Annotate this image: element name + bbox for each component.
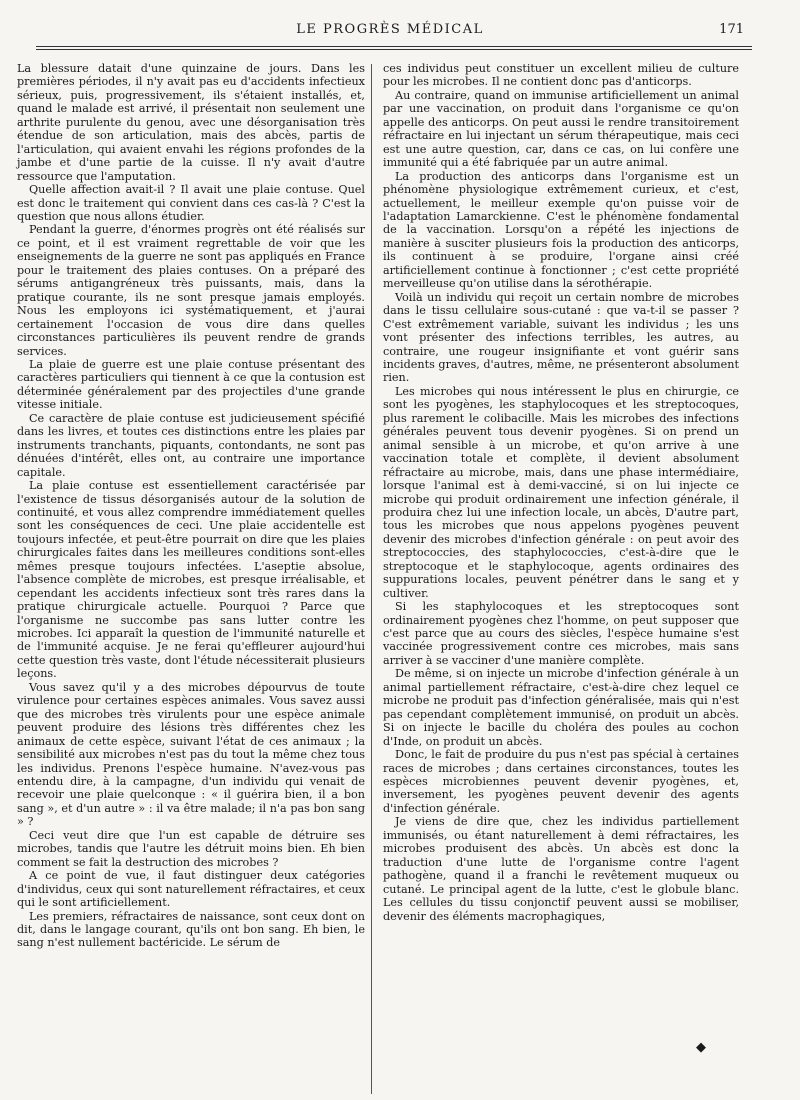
paragraph: Ce caractère de plaie contuse est judicieusement spécifié dans les livres, et toutes ces distinctions entre les plaies par instruments tranchants, piquants, contondants, ne sont pas dénuées d'intérêt, elles ont, au contraire une importance capitale. bbox=[17, 411, 365, 479]
paragraph: Pendant la guerre, d'énormes progrès ont été réalisés sur ce point, et il est vraiment regrettable de voir que les enseignements de la guerre ne sont pas appliqués en France pour le traitement des plaies contuses. On a préparé des sérums antigangréneux très puissants, mais, dans la pratique courante, ils ne sont presque jamais employés. Nous les employons ici systématiquement, et j'aurai certainement l'occasion de vous dire dans quelles circonstances particulières ils peuvent rendre de grands services. bbox=[17, 223, 365, 358]
paragraph: Ceci veut dire que l'un est capable de détruire ses microbes, tandis que l'autre les détruit moins bien. Eh bien comment se fait la destruction des microbes ? bbox=[17, 828, 365, 869]
paragraph: Quelle affection avait-il ? Il avait une plaie contuse. Quel est donc le traitement qui convient dans ces cas-là ? C'est la question que nous allons étudier. bbox=[17, 183, 365, 223]
left-column bbox=[17, 62, 365, 950]
paragraph: Les premiers, réfractaires de naissance, sont ceux dont on dit, dans le langage courant, qu'ils ont bon sang. Eh bien, le sang n'est nullement bactéricide. Le sérum de bbox=[17, 909, 365, 950]
paragraph: Donc, le fait de produire du pus n'est pas spécial à certaines races de microbes ; dans certaines circonstances, toutes les espèces microbiennes peuvent devenir pyogènes, et, inversement, les pyogènes peuvent devenir des agents d'infection générale. bbox=[383, 748, 739, 815]
page-number: 171 bbox=[719, 22, 744, 37]
header-rule-double bbox=[36, 49, 752, 50]
paragraph: La plaie contuse est essentiellement caractérisée par l'existence de tissus désorganisés autour de la solution de continuité, et vous allez comprendre immédiatement quelles sont les conséquences de ceci. Une plaie accidentelle est toujours infectée, et peut-être pourrait on dire que les plaies chirurgicales faites dans les meilleures conditions sont-elles mêmes presque toujours infectées. L'aseptie absolue, l'absence complète de microbes, est presque irréalisable, et cependant les accidents infectieux sont très rares dans la pratique chirurgicale actuelle. Pourquoi ? Parce que l'organisme ne succombe pas sans lutter contre les microbes. Ici apparaît la question de l'immunité naturelle et de l'immunité acquise. Je ne ferai qu'effleurer aujourd'hui cette question très vaste, dont l'étude nécessiterait plusieurs leçons. bbox=[17, 479, 365, 681]
paragraph: La blessure datait d'une quinzaine de jours. Dans les premières périodes, il n'y avait pas eu d'accidents infectieux sérieux, puis, progressivement, ils s'étaient installés, et, quand le malade est arrivé, il présentait non seulement une arthrite purulente du genou, avec une désorganisation très étendue de son articulation, mais des abcès, partis de l'articulation, qui avaient envahi les régions profondes de la jambe et d'une partie de la cuisse. Il n'y avait d'autre ressource que l'amputation. bbox=[17, 62, 365, 183]
paragraph: ces individus peut constituer un excellent milieu de culture pour les microbes. Il ne contient donc pas d'anticorps. bbox=[383, 62, 739, 89]
paragraph: Les microbes qui nous intéressent le plus en chirurgie, ce sont les pyogènes, les staphylocoques et les streptocoques, plus rarement le colibacille. Mais les microbes des infections générales peuvent tous devenir pyogènes. Si on prend un animal sensible à un microbe, et qu'on arrive à une vaccination totale et complète, il devient absolument réfractaire au microbe, mais, dans une phase intermédiaire, lorsque l'animal est à demi-vacciné, si on lui injecte ce microbe qui produit ordinairement une infection générale, il produira chez lui une infection locale, un abcès, D'autre part, tous les microbes que nous appelons pyogènes peuvent devenir des microbes d'infection générale : on peut avoir des streptococcies, des staphylococcies, c'est-à-dire que le streptocoque et le staphylocoque, agents ordinaires des suppurations locales, peuvent pénétrer dans le sang et y cultiver. bbox=[383, 384, 739, 600]
paragraph: La plaie de guerre est une plaie contuse présentant des caractères particuliers qui tiennent à ce que la contusion est déterminée généralement par des projectiles d'une grande vitesse initiale. bbox=[17, 357, 365, 412]
page-header bbox=[36, 22, 744, 44]
paragraph: De même, si on injecte un microbe d'infection générale à un animal partiellement réfractaire, c'est-à-dire chez lequel ce microbe ne produit pas d'infection généralisée, mais qui n'est pas cependant complètement immunisé, on produit un abcès. Si on injecte le bacille du choléra des poules au cochon d'Inde, on produit un abcès. bbox=[383, 667, 739, 748]
paragraph: Je viens de dire que, chez les individus partiellement immunisés, ou étant naturellement à demi réfractaires, les microbes produisent des abcès. Un abcès est donc la traduction d'une lutte de l'organisme contre l'agent pathogène, quand il a franchi le revêtement muqueux ou cutané. Le principal agent de la lutte, c'est le globule blanc. Les cellules du tissu conjonctif peuvent aussi se mobiliser, devenir des éléments macrophagiques, bbox=[383, 815, 739, 923]
column-divider bbox=[371, 64, 372, 1094]
end-ornament-icon: ◆ bbox=[696, 1040, 706, 1055]
header-rule bbox=[36, 46, 752, 47]
right-column bbox=[383, 62, 739, 923]
paragraph: Si les staphylocoques et les streptocoques sont ordinairement pyogènes chez l'homme, on peut supposer que c'est parce que au cours des siècles, l'espèce humaine s'est vaccinée progressivement contre ces microbes, mais sans arriver à se vacciner d'une manière complète. bbox=[383, 600, 739, 667]
paragraph: Au contraire, quand on immunise artificiellement un animal par une vaccination, on produit dans l'organisme ce qu'on appelle des anticorps. On peut aussi le rendre transitoirement réfractaire en lui injectant un sérum thérapeutique, mais ceci est une autre question, car, dans ce cas, on lui confère une immunité qui a été fabriquée par un autre animal. bbox=[383, 88, 739, 170]
paragraph: Vous savez qu'il y a des microbes dépourvus de toute virulence pour certaines espèces animales. Vous savez aussi que des microbes très virulents pour une espèce animale peuvent produire des lésions très différentes chez les animaux de cette espèce, suivant l'état de ces animaux ; la sensibilité aux microbes n'est pas du tout la même chez tous les individus. Prenons l'espèce humaine. N'avez-vous pas entendu dire, à la campagne, d'un individu qui venait de recevoir une plaie quelconque : « il guérira bien, il a bon sang », et d'un autre » : il va être malade; il n'a pas bon sang » ? bbox=[17, 680, 365, 829]
paragraph: Voilà un individu qui reçoit un certain nombre de microbes dans le tissu cellulaire sous-cutané : que va-t-il se passer ? C'est extrêmement variable, suivant les individus ; les uns vont présenter des infections terribles, les autres, au contraire, une rougeur insignifiante et vont guérir sans incidents graves, d'autres, même, ne présenteront absolument rien. bbox=[383, 290, 739, 385]
journal-title: LE PROGRÈS MÉDICAL bbox=[296, 22, 484, 37]
paragraph: La production des anticorps dans l'organisme est un phénomène physiologique extrêmement curieux, et c'est, actuellement, le meilleur exemple qu'on puisse voir de l'adaptation Lamarckienne. C'est le phénomène fondamental de la vaccination. Lorsqu'on a répété les injections de manière à susciter plusieurs fois la production des anticorps, ils continuent à se produire, l'organe ainsi créé artificiellement continue à fonctionner ; c'est cette propriété merveilleuse qu'on utilise dans la sérothérapie. bbox=[383, 169, 739, 291]
paragraph: A ce point de vue, il faut distinguer deux catégories d'individus, ceux qui sont naturellement réfractaires, et ceux qui le sont artificiellement. bbox=[17, 869, 365, 910]
